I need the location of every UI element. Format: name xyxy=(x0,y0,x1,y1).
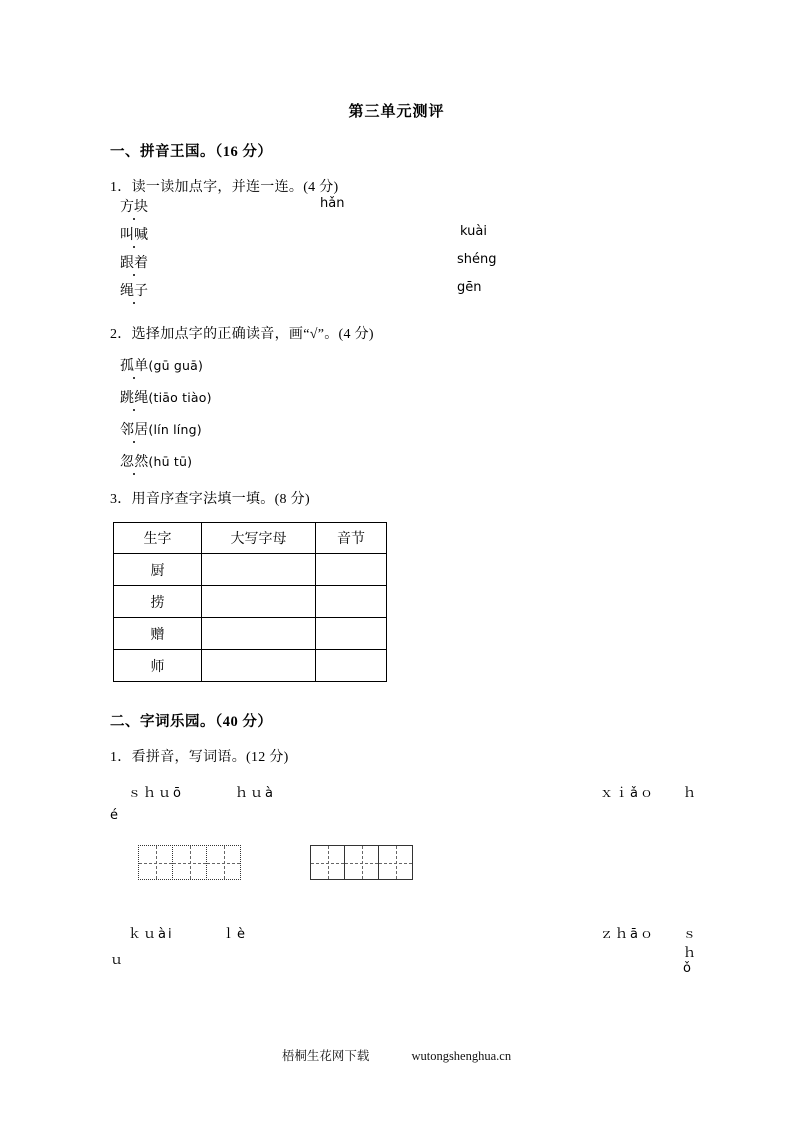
question-1-1-label: 1．读一读加点字，并连一连。(4 分) xyxy=(110,180,339,195)
question-1-3-label: 3．用音序查字法填一填。(8 分) xyxy=(110,492,310,507)
pinyin-lookup-table xyxy=(113,522,387,682)
grid-cell[interactable] xyxy=(172,845,207,880)
choice-row xyxy=(120,355,683,375)
match-row xyxy=(120,196,683,224)
match-left-word: 绳子 xyxy=(120,280,148,300)
table-cell-letter[interactable] xyxy=(202,618,316,650)
section-heading-2 xyxy=(110,710,683,731)
grid-cell[interactable] xyxy=(378,845,413,880)
section-1-points: （16 分） xyxy=(215,144,273,160)
table-cell-syllable[interactable] xyxy=(316,618,387,650)
table-header-cell: 生字 xyxy=(114,523,202,554)
table-row xyxy=(114,650,387,682)
footer-left-text: 梧桐生花网下载 xyxy=(281,1049,370,1063)
match-row xyxy=(120,252,683,280)
match-right-pinyin: kuài xyxy=(460,224,487,239)
table-header-cell: 音节 xyxy=(316,523,387,554)
choice-row xyxy=(120,419,683,439)
choice-options: (lín líng) xyxy=(148,422,202,437)
table-cell-letter[interactable] xyxy=(202,586,316,618)
tianzige-grid[interactable] xyxy=(310,845,412,880)
match-left-word: 方块 xyxy=(120,196,148,216)
match-left-word: 跟着 xyxy=(120,252,148,272)
choice-word: 邻居 xyxy=(120,419,148,439)
choice-word: 孤单 xyxy=(120,355,148,375)
pinyin-wrap-char: é xyxy=(110,808,118,823)
choice-word: 忽然 xyxy=(120,451,148,471)
pinyin-wrap-char: ｕ xyxy=(110,953,124,968)
choice-options: (hū tū) xyxy=(148,454,193,469)
table-cell-char: 师 xyxy=(114,650,202,682)
footer-site-text: wutongshenghua.cn xyxy=(411,1049,512,1063)
question-2-1-label: 1．看拼音，写词语。(12 分) xyxy=(110,750,289,765)
pinyin-text: ｘｉǎｏ xyxy=(600,786,655,801)
table-row xyxy=(114,554,387,586)
section-2-points: （40 分） xyxy=(215,714,273,730)
match-right-pinyin: shéng xyxy=(457,252,497,267)
table-header-row xyxy=(114,523,387,554)
footer xyxy=(0,1046,793,1064)
match-right-pinyin: gēn xyxy=(457,280,482,295)
question-1-2-label: 2．选择加点字的正确读音，画“√”。(4 分) xyxy=(110,327,374,342)
pinyin-text: ｈｕà xyxy=(235,786,275,801)
table-cell-char: 厨 xyxy=(114,554,202,586)
choice-row xyxy=(120,387,683,407)
pinyin-prompt-row xyxy=(110,782,699,804)
pinyin-text: ｚｈāｏ xyxy=(600,927,655,942)
match-row xyxy=(120,280,683,308)
table-cell-char: 赠 xyxy=(114,618,202,650)
section-1-label: 一、拼音王国。 xyxy=(110,144,215,160)
table-header-cell: 大写字母 xyxy=(202,523,316,554)
table-cell-letter[interactable] xyxy=(202,650,316,682)
table-cell-letter[interactable] xyxy=(202,554,316,586)
table-row xyxy=(114,618,387,650)
table-cell-syllable[interactable] xyxy=(316,554,387,586)
pinyin-prompt-row xyxy=(110,923,699,976)
choice-row xyxy=(120,451,683,471)
section-2-label: 二、字词乐园。 xyxy=(110,714,215,730)
table-cell-syllable[interactable] xyxy=(316,650,387,682)
tianzige-grid[interactable] xyxy=(138,845,240,880)
grid-cell[interactable] xyxy=(310,845,345,880)
section-heading-1 xyxy=(110,140,683,161)
pinyin-text: ｓｈǒ xyxy=(683,927,699,976)
grid-cell[interactable] xyxy=(138,845,173,880)
match-right-pinyin: hǎn xyxy=(320,196,345,211)
page-title: 第三单元测评 xyxy=(348,104,445,120)
match-row xyxy=(120,224,683,252)
table-row xyxy=(114,586,387,618)
table-cell-syllable[interactable] xyxy=(316,586,387,618)
choice-options: (tiāo tiào) xyxy=(148,390,212,405)
match-left-word: 叫喊 xyxy=(120,224,148,244)
grid-cell[interactable] xyxy=(206,845,241,880)
grid-cell[interactable] xyxy=(344,845,379,880)
pinyin-text: ｌè xyxy=(222,927,247,942)
pinyin-text: ｋｕài xyxy=(128,927,174,942)
choice-options: (gū guā) xyxy=(148,358,204,373)
choice-word: 跳绳 xyxy=(120,387,148,407)
table-cell-char: 捞 xyxy=(114,586,202,618)
writing-grid-area-1 xyxy=(110,845,683,903)
pinyin-text: ｓｈｕō xyxy=(128,786,183,801)
pinyin-text: ｈ xyxy=(683,786,699,801)
